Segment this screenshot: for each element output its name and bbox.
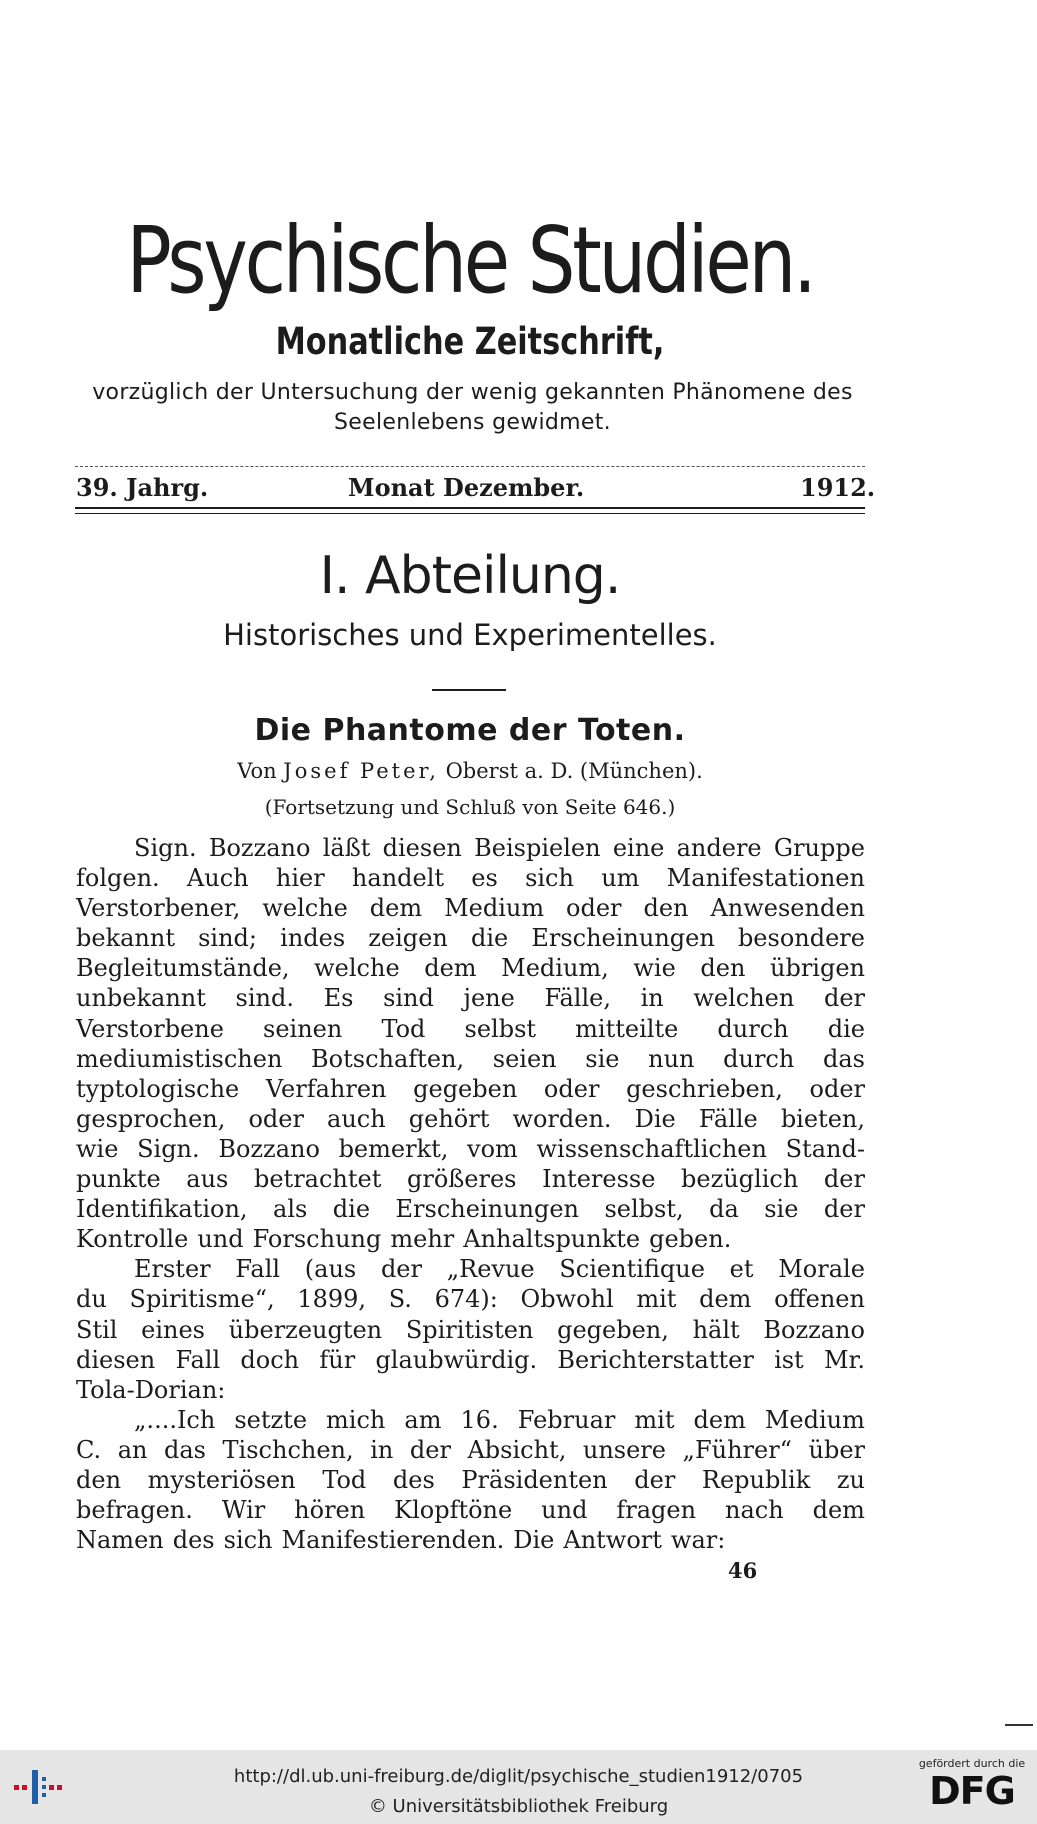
body-line: den mysteriösen Tod des Präsidenten der Republik zu bbox=[76, 1465, 865, 1494]
continuation-note: (Fortsetzung und Schluß von Seite 646.) bbox=[264, 795, 676, 819]
journal-tagline bbox=[70, 378, 875, 438]
tagline-line-2: Seelenlebens gewidmet. bbox=[334, 410, 611, 435]
tagline-line-1: vorzüglich der Untersuchung der wenig gekannten Phänomene des bbox=[92, 380, 853, 405]
body-line: C. an das Tischchen, in der Absicht, unsere „Führer“ über bbox=[76, 1435, 865, 1464]
body-line: wie Sign. Bozzano bemerkt, vom wissenschaftlichen Stand- bbox=[76, 1134, 865, 1163]
section-subtitle: Historisches und Experimentelles. bbox=[223, 618, 717, 652]
body-line: Kontrolle und Forschung mehr Anhaltspunkte geben. bbox=[76, 1225, 732, 1254]
body-line: befragen. Wir hören Klopftöne und fragen nach dem bbox=[76, 1496, 865, 1525]
article-byline bbox=[0, 760, 940, 783]
body-line: Sign. Bozzano läßt diesen Beispielen eine andere Gruppe bbox=[134, 834, 865, 862]
body-line: punkte aus betrachtet größeres Interesse bezüglich der bbox=[76, 1165, 865, 1194]
body-line: gesprochen, oder auch gehört worden. Die Fälle bieten, bbox=[76, 1104, 865, 1133]
article-title: Die Phantome der Toten. bbox=[254, 713, 686, 748]
body-line: „....Ich setzte mich am 16. Februar mit dem Medium bbox=[134, 1405, 865, 1434]
byline-prefix: Von bbox=[237, 759, 277, 783]
body-line: bekannt sind; indes zeigen die Erscheinungen besondere bbox=[76, 924, 865, 953]
body-line: Verstorbener, welche dem Medium oder den Anwesenden bbox=[76, 894, 865, 923]
header-top-rule bbox=[75, 466, 865, 468]
journal-subtitle: Monatliche Zeitschrift, bbox=[275, 320, 665, 363]
journal-title: Psychische Studien. bbox=[126, 207, 814, 314]
funding-text: gefördert durch die bbox=[918, 1757, 1026, 1770]
byline-suffix: Oberst a. D. (München). bbox=[445, 759, 703, 783]
scan-corner-mark bbox=[1005, 1724, 1033, 1726]
dfg-logo bbox=[916, 1758, 1028, 1812]
body-line: unbekannt sind. Es sind jene Fälle, in welchen der bbox=[76, 984, 865, 1013]
page-number: 46 bbox=[728, 1558, 758, 1583]
viewer-footer bbox=[0, 1750, 1037, 1824]
copyright-notice: © Universitätsbibliothek Freiburg bbox=[368, 1796, 669, 1817]
header-rule-2 bbox=[75, 513, 865, 514]
body-line: folgen. Auch hier handelt es sich um Manifestationen bbox=[76, 864, 865, 893]
body-line: diesen Fall doch für glaubwürdig. Berichterstatter ist Mr. bbox=[76, 1345, 865, 1374]
month-label: Monat Dezember. bbox=[348, 473, 585, 502]
body-line: Stil eines überzeugten Spiritisten gegeben, hält Bozzano bbox=[76, 1315, 865, 1344]
body-line: Begleitumstände, welche dem Medium, wie den übrigen bbox=[76, 954, 865, 983]
body-line: Verstorbene seinen Tod selbst mitteilte durch die bbox=[76, 1014, 865, 1043]
year-label: 1912. bbox=[800, 473, 876, 502]
body-line: Erster Fall (aus der „Revue Scientifique et Morale bbox=[134, 1255, 865, 1284]
dfg-wordmark: DFG bbox=[929, 1769, 1015, 1813]
section-title: I. Abteilung. bbox=[319, 546, 621, 606]
source-url[interactable]: http://dl.ub.uni-freiburg.de/diglit/psychische_studien1912/0705 bbox=[233, 1766, 804, 1787]
body-line: Namen des sich Manifestierenden. Die Antwort war: bbox=[76, 1526, 726, 1555]
byline-author: Josef Peter, bbox=[283, 759, 439, 783]
body-line: Tola-Dorian: bbox=[76, 1375, 226, 1404]
body-line: du Spiritisme“, 1899, S. 674): Obwohl mit dem offenen bbox=[76, 1285, 865, 1314]
body-line: typtologische Verfahren gegeben oder geschrieben, oder bbox=[76, 1074, 865, 1103]
section-divider bbox=[432, 689, 506, 691]
header-rule-1 bbox=[75, 507, 865, 509]
article-body bbox=[76, 833, 865, 1555]
body-line: Identifikation, als die Erscheinungen selbst, da sie der bbox=[76, 1195, 865, 1224]
volume-label: 39. Jahrg. bbox=[76, 473, 209, 502]
body-line: mediumistischen Botschaften, seien sie nun durch das bbox=[76, 1044, 865, 1073]
